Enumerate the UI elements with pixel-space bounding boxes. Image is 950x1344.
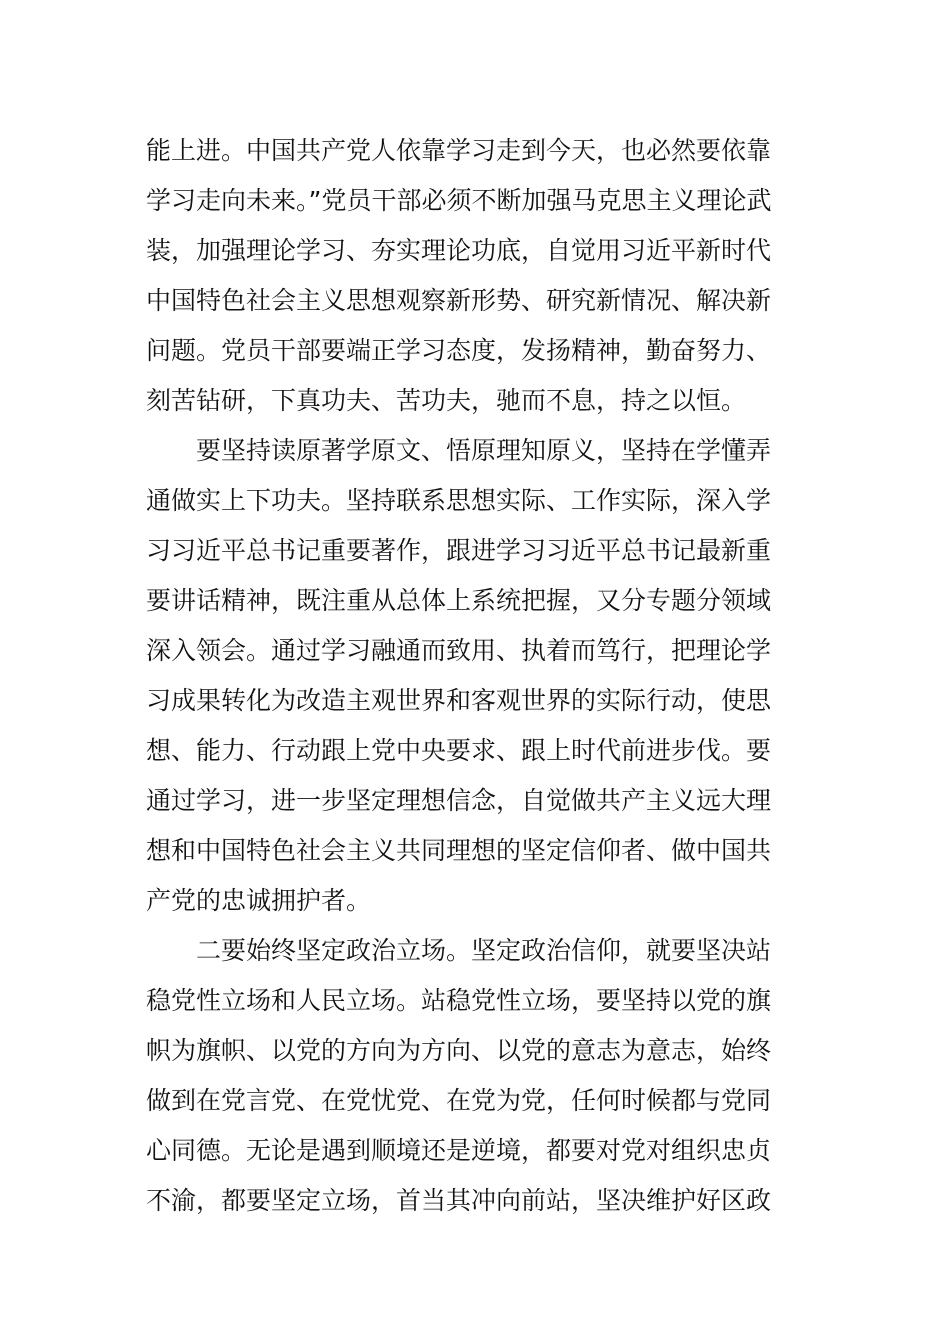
- text-line: 想、能力、行动跟上党中央要求、跟上时代前进步伐。要: [146, 736, 772, 765]
- text-line: 稳党性立场和人民立场。站稳党性立场，要坚持以党的旗: [146, 986, 772, 1015]
- body-text: [146, 126, 806, 1226]
- text-line: 想和中国特色社会主义共同理想的坚定信仰者、做中国共: [146, 836, 772, 865]
- text-line: 习成果转化为改造主观世界和客观世界的实际行动，使思: [146, 686, 772, 715]
- text-line: 通过学习，进一步坚定理想信念，自觉做共产主义远大理: [146, 786, 772, 815]
- paragraph-start-line: 二要始终坚定政治立场。坚定政治信仰，就要坚决站: [196, 936, 772, 965]
- text-line: 通做实上下功夫。坚持联系思想实际、工作实际，深入学: [146, 486, 772, 515]
- text-line: 学习走向未来。”党员干部必须不断加强马克思主义理论武: [146, 186, 772, 215]
- text-line: 装，加强理论学习、夯实理论功底，自觉用习近平新时代: [146, 236, 772, 265]
- text-line: 产党的忠诚拥护者。: [146, 886, 372, 915]
- text-line: 能上进。中国共产党人依靠学习走到今天，也必然要依靠: [146, 136, 772, 165]
- text-line: 不渝，都要坚定立场，首当其冲向前站，坚决维护好区政: [146, 1186, 772, 1215]
- text-line: 习习近平总书记重要著作，跟进学习习近平总书记最新重: [146, 536, 772, 565]
- text-line: 深入领会。通过学习融通而致用、执着而笃行，把理论学: [146, 636, 772, 665]
- paragraph-start-line: 要坚持读原著学原文、悟原理知原义，坚持在学懂弄: [196, 436, 772, 465]
- text-line: 帜为旗帜、以党的方向为方向、以党的意志为意志，始终: [146, 1036, 772, 1065]
- text-line: 中国特色社会主义思想观察新形势、研究新情况、解决新: [146, 286, 772, 315]
- text-line: 问题。党员干部要端正学习态度，发扬精神，勤奋努力、: [146, 336, 772, 365]
- text-line: 要讲话精神，既注重从总体上系统把握，又分专题分领域: [146, 586, 772, 615]
- text-line: 做到在党言党、在党忧党、在党为党，任何时候都与党同: [146, 1086, 772, 1115]
- text-line: 刻苦钻研，下真功夫、苦功夫，驰而不息，持之以恒。: [146, 386, 747, 415]
- text-line: 心同德。无论是遇到顺境还是逆境，都要对党对组织忠贞: [146, 1136, 772, 1165]
